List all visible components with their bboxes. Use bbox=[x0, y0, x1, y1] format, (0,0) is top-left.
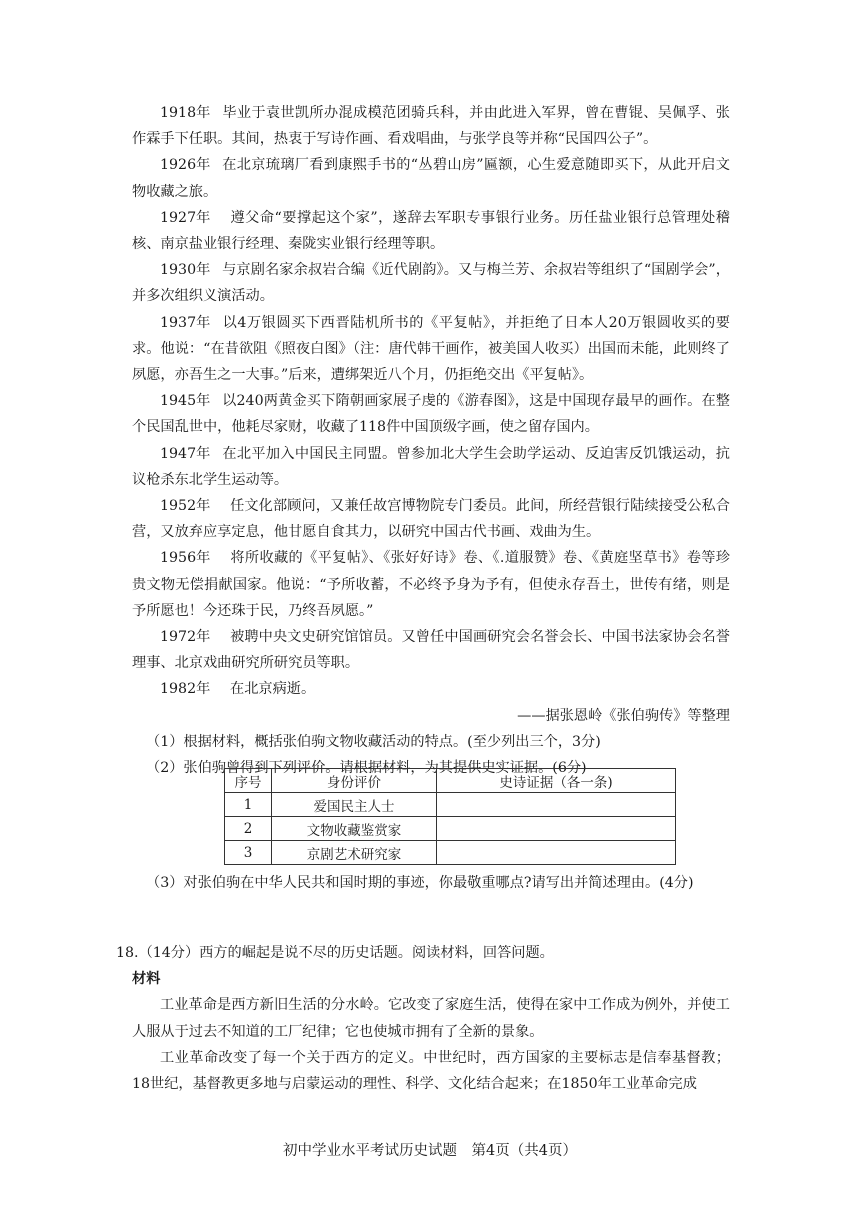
question-3: （3）对张伯驹在中华人民共和国时期的事迹，你最敬重哪点?请写出并简述理由。(4分) bbox=[146, 875, 694, 891]
material-paragraph-1: 工业革命是西方新旧生活的分水岭。它改变了家庭生活，使得在家中工作成为例外，并使工人服从于过去不知道的工厂纪律；它也使城市拥有了全新的景象。 bbox=[132, 997, 730, 1040]
question-18-head: 18.（14分）西方的崛起是说不尽的历史话题。阅读材料，回答问题。 bbox=[116, 945, 554, 961]
timeline-entry bbox=[132, 100, 730, 152]
timeline-text: 将所收藏的《平复帖》、《张好好诗》卷、《.道服赞》卷、《黄庭坚草书》卷等珍贵文物无偿捐献国家。他说：“予所收蓄，不必终予身为予有，但使永存吾土，世传有绪，则是予所愿也！今还珠于民，乃终吾夙愿。” bbox=[132, 550, 730, 619]
page-footer: 初中学业水平考试历史试题 第4页（共4页） bbox=[283, 1143, 577, 1159]
table-cell-evidence[interactable] bbox=[437, 841, 676, 865]
table-header: 史诗证据（各一条) bbox=[437, 769, 676, 793]
timeline-entry bbox=[132, 257, 730, 309]
table-row bbox=[225, 841, 676, 865]
timeline-text: 任文化部顾问，又兼任故宫博物院专门委员。此间，所经营银行陆续接受公私合营，又放弃应享定息，他甘愿自食其力，以研究中国古代书画、戏曲为生。 bbox=[132, 498, 730, 541]
timeline-text: 在北京琉璃厂看到康熙手书的“丛碧山房”匾额，心生爱意随即买下，从此开启文物收藏之旅。 bbox=[132, 157, 730, 200]
timeline-text: 以240两黄金买下隋朝画家展子虔的《游春图》，这是中国现存最早的画作。在整个民国乱世中，他耗尽家财，收藏了118件中国顶级字画，使之留存国内。 bbox=[132, 393, 730, 436]
timeline-entry bbox=[132, 624, 730, 676]
table-cell-role: 文物收藏鉴赏家 bbox=[272, 817, 437, 841]
timeline-text: 被聘中央文史研究馆馆员。又曾任中国画研究会名誉会长、中国书法家协会名誉理事、北京戏曲研究所研究员等职。 bbox=[132, 629, 730, 672]
timeline-year: 1956年 bbox=[160, 550, 211, 567]
timeline-text: 遵父命“要撑起这个家”，遂辞去军职专事银行业务。历任盐业银行总管理处稽核、南京盐业银行经理、秦陇实业银行经理等职。 bbox=[132, 209, 730, 253]
question-2: （2）张伯驹曾得到下列评价。请根据材料，为其提供史实证据。(6分) bbox=[146, 760, 587, 777]
material-paragraph-2: 工业革命改变了每一个关于西方的定义。中世纪时，西方国家的主要标志是信奉基督教；18世纪，基督教更多地与启蒙运动的理性、科学、文化结合起来；在1850年工业革命完成 bbox=[132, 1049, 730, 1093]
timeline-year: 1972年 bbox=[160, 629, 211, 646]
timeline-text: 在北平加入中国民主同盟。曾参加北大学生会助学运动、反迫害反饥饿运动，抗议枪杀东北学生运动等。 bbox=[132, 445, 730, 488]
timeline-year: 1982年 bbox=[160, 681, 211, 698]
timeline-text: 与京剧名家余叔岩合编《近代剧韵》。又与梅兰芳、余叔岩等组织了“国剧学会”，并多次组织义演活动。 bbox=[132, 262, 730, 305]
timeline-entry bbox=[132, 493, 730, 545]
timeline-entry bbox=[132, 545, 730, 624]
table-cell-role: 京剧艺术研究家 bbox=[272, 841, 437, 865]
material-label: 材料 bbox=[132, 971, 161, 988]
table-cell-evidence[interactable] bbox=[437, 817, 676, 841]
table-cell-no: 2 bbox=[225, 817, 272, 841]
question-3-block bbox=[132, 870, 730, 896]
table-row bbox=[225, 793, 676, 817]
timeline-text: 在北京病逝。 bbox=[230, 681, 316, 698]
timeline-year: 1952年 bbox=[160, 498, 211, 515]
timeline-year: 1947年 bbox=[160, 445, 211, 462]
timeline-year: 1918年 bbox=[160, 105, 211, 121]
timeline-text: 毕业于袁世凯所办混成模范团骑兵科，并由此进入军界，曾在曹锟、吴佩孚、张作霖手下任职。其间，热衷于写诗作画、看戏唱曲，与张学良等并称“民国四公子”。 bbox=[132, 105, 730, 148]
table-row bbox=[225, 817, 676, 841]
timeline-year: 1930年 bbox=[160, 262, 211, 279]
table-cell-evidence[interactable] bbox=[437, 793, 676, 817]
table-header: 序号 bbox=[225, 769, 272, 793]
table-header-row bbox=[225, 769, 676, 793]
timeline-entry bbox=[132, 310, 730, 389]
timeline-year: 1945年 bbox=[160, 393, 211, 410]
question-1: （1）根据材料，概括张伯驹文物收藏活动的特点。(至少列出三个，3分) bbox=[146, 733, 601, 750]
timeline-year: 1937年 bbox=[160, 314, 211, 331]
timeline bbox=[132, 100, 730, 781]
timeline-year: 1926年 bbox=[160, 157, 211, 174]
evaluation-table bbox=[224, 768, 676, 865]
table-cell-role: 爱国民主人士 bbox=[272, 793, 437, 817]
timeline-entry bbox=[132, 441, 730, 493]
timeline-entry bbox=[132, 152, 730, 204]
timeline-text: 以4万银圆买下西晋陆机所书的《平复帖》，并拒绝了日本人20万银圆收买的要求。他说：“在昔欲阻《照夜白图》（注：唐代韩干画作，被美国人收买）出国而未能，此则终了夙愿，亦吾生之一大事。”后来，遭绑架近八个月，仍拒绝交出《平复帖》。 bbox=[132, 314, 730, 384]
timeline-entry bbox=[132, 388, 730, 440]
table-cell-no: 3 bbox=[225, 841, 272, 865]
timeline-year: 1927年 bbox=[160, 209, 211, 226]
table-cell-no: 1 bbox=[225, 793, 272, 817]
source-citation: ——据张恩岭《张伯驹传》等整理 bbox=[517, 707, 730, 724]
table-header: 身份评价 bbox=[272, 769, 437, 793]
question-18 bbox=[116, 940, 730, 1097]
timeline-entry bbox=[132, 205, 730, 257]
timeline-entry bbox=[132, 676, 730, 702]
